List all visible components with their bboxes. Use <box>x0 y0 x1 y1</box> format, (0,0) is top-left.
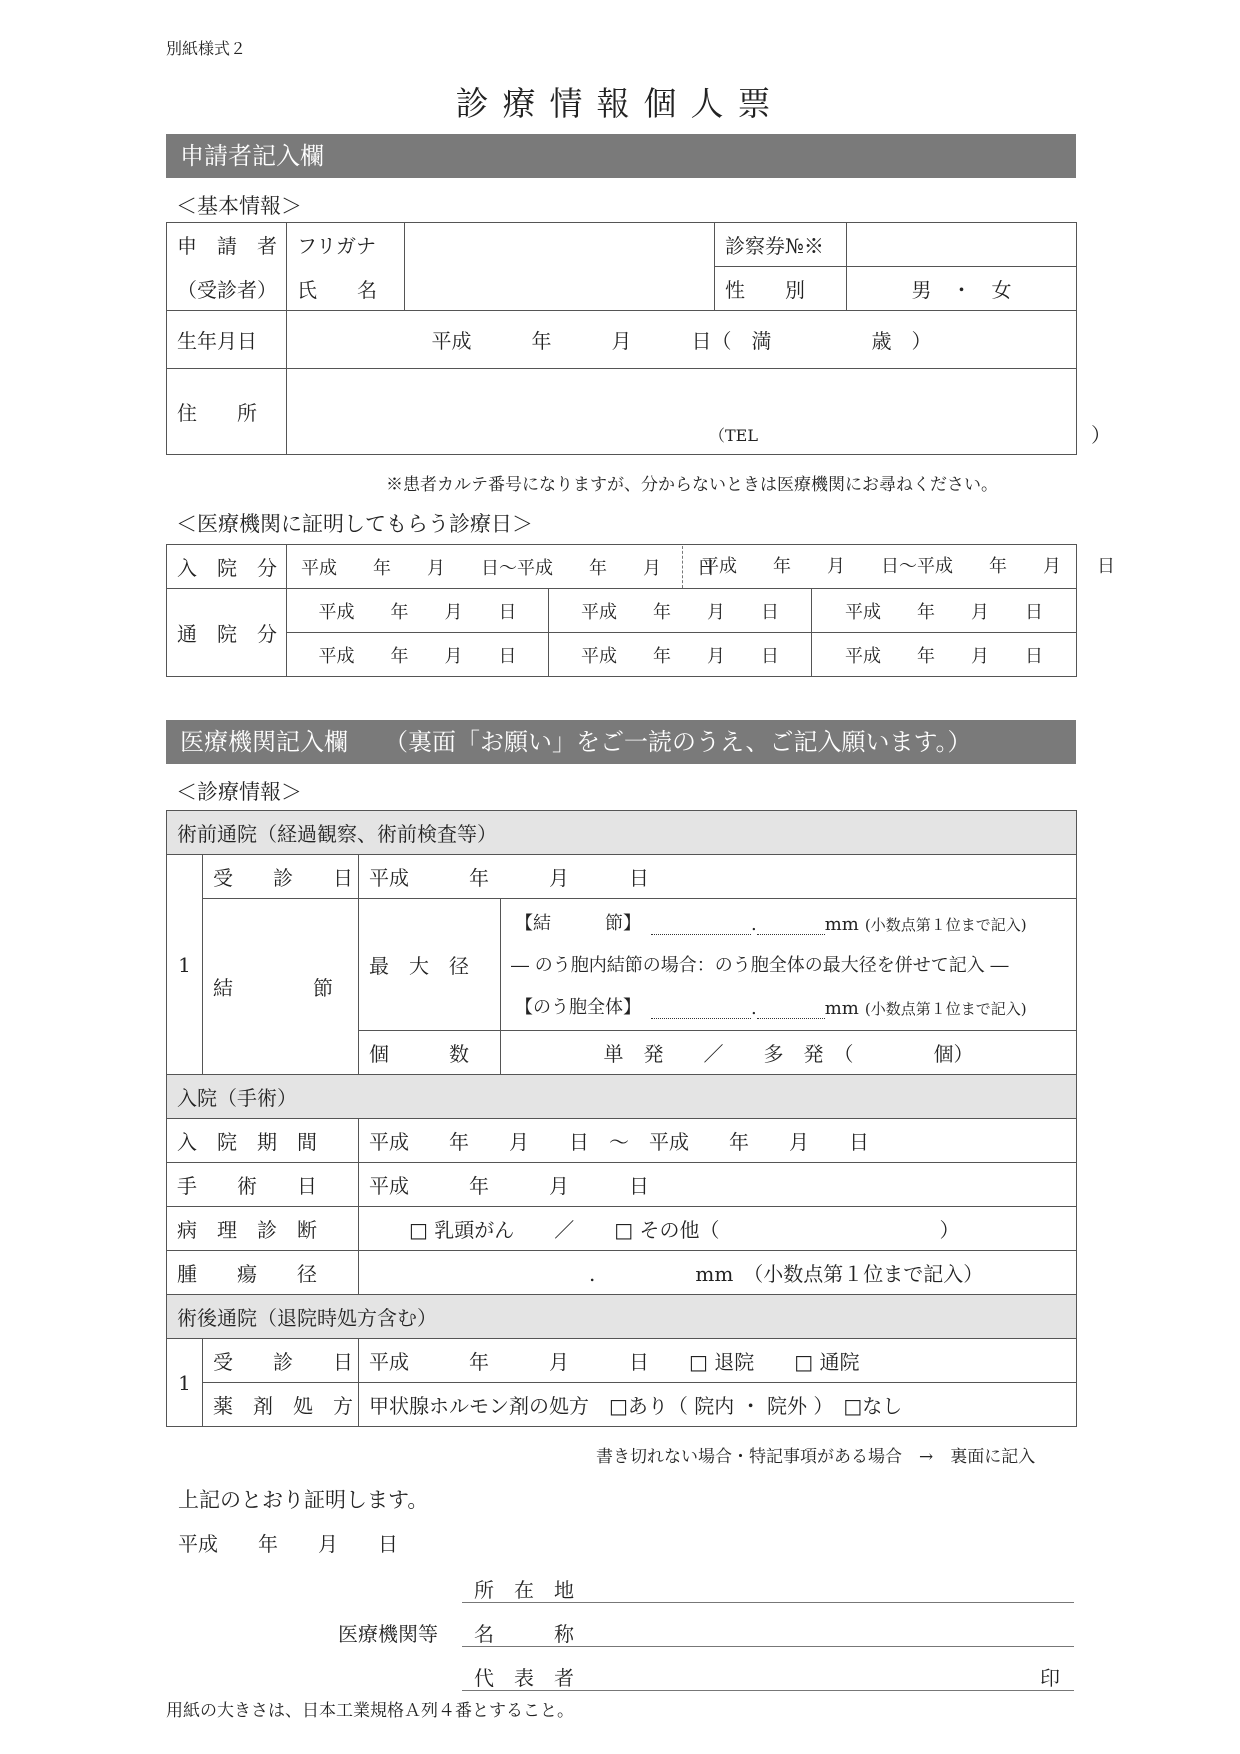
outpatient-date-3[interactable]: 平成 年 月 日 <box>812 589 1077 633</box>
cyst-decimal-note: (小数点第１位まで記入) <box>864 1000 1027 1018</box>
pathology-label: 病 理 診 断 <box>167 1207 359 1251</box>
nodule-dot: . <box>751 914 757 935</box>
institution-address-label: 所 在 地 <box>474 1578 574 1602</box>
postop-row-number: 1 <box>167 1339 203 1427</box>
tel-close: ） <box>1091 423 1111 447</box>
preop-row-number: 1 <box>167 855 203 1075</box>
tumor-input[interactable]: . mm （小数点第１位まで記入） <box>359 1251 1077 1295</box>
nodule-dec-input[interactable] <box>757 934 825 935</box>
outpatient-date-4[interactable]: 平成 年 月 日 <box>287 633 549 677</box>
medical-info-label: ＜診療情報＞ <box>176 780 302 804</box>
cyst-int-input[interactable] <box>651 1018 751 1019</box>
postop-visit-input[interactable]: 平成 年 月 日 □ 退院 □ 通院 <box>359 1339 1077 1383</box>
seal-mark: 印 <box>1040 1666 1060 1690</box>
dates-label: ＜医療機関に証明してもらう診療日＞ <box>176 512 533 536</box>
applicant-sub-label: （受診者） <box>167 267 287 311</box>
address-input[interactable] <box>287 369 1111 455</box>
name-input[interactable] <box>405 223 715 311</box>
outpatient-date-2[interactable]: 平成 年 月 日 <box>549 589 812 633</box>
inpatient-range-1[interactable]: 平成 年 月 日～平成 年 月 日 <box>301 557 715 579</box>
birth-input[interactable]: 平成 年 月 日（ 満 歳 ） <box>287 311 1077 369</box>
institution-name-line[interactable] <box>462 1646 1074 1647</box>
treatment-dates-table <box>166 544 1115 677</box>
back-note: 書き切れない場合・特記事項がある場合 → 裏面に記入 <box>596 1447 1036 1467</box>
sex-label: 性 別 <box>715 267 847 311</box>
footer-note: 用紙の大きさは、日本工業規格Ａ列４番とすること。 <box>166 1701 574 1721</box>
outpatient-label: 通 院 分 <box>167 589 287 677</box>
admission-period-input[interactable]: 平成 年 月 日 ～ 平成 年 月 日 <box>359 1119 1077 1163</box>
certification-statement: 上記のとおり証明します。 <box>178 1488 429 1512</box>
applicant-label: 申 請 者 <box>167 223 287 267</box>
certification-date[interactable]: 平成 年 月 日 <box>178 1532 398 1556</box>
outpatient-date-5[interactable]: 平成 年 月 日 <box>549 633 812 677</box>
address-label: 住 所 <box>167 369 287 455</box>
name-label: 氏 名 <box>287 267 405 311</box>
card-no-label: 診察券№※ <box>715 223 847 267</box>
nodule-int-input[interactable] <box>651 934 751 935</box>
cyst-size-row <box>515 993 1027 1019</box>
inpatient-label: 入 院 分 <box>167 545 287 589</box>
visit-date-label: 受 診 日 <box>203 855 359 899</box>
nodule-label: 結 節 <box>203 899 359 1075</box>
nodule-size-row <box>515 909 1027 935</box>
inpatient-range-2[interactable]: 平成 年 月 日～平成 年 月 日 <box>682 546 1075 588</box>
admission-header: 入院（手術） <box>167 1075 1077 1119</box>
nodule-mm: mm <box>824 914 859 935</box>
sex-select[interactable]: 男 ・ 女 <box>847 267 1077 311</box>
nodule-decimal-note: (小数点第１位まで記入) <box>864 916 1027 934</box>
tumor-label: 腫 瘍 径 <box>167 1251 359 1295</box>
prescription-label: 薬 剤 処 方 <box>203 1383 359 1427</box>
applicant-section-header: 申請者記入欄 <box>166 134 1076 178</box>
cyst-dec-input[interactable] <box>757 1018 825 1019</box>
surgery-date-input[interactable]: 平成 年 月 日 <box>359 1163 1077 1207</box>
count-label: 個 数 <box>359 1031 501 1075</box>
preop-header: 術前通院（経過観察、術前検査等） <box>167 811 1077 855</box>
prescription-input[interactable]: 甲状腺ホルモン剤の処方 □あり（ 院内 ・ 院外 ） □なし <box>359 1383 1077 1427</box>
outpatient-date-1[interactable]: 平成 年 月 日 <box>287 589 549 633</box>
postop-header: 術後通院（退院時処方含む） <box>167 1295 1077 1339</box>
basic-info-table <box>166 222 1111 455</box>
inpatient-dates[interactable] <box>287 545 1115 589</box>
count-input[interactable]: 単 発 ／ 多 発 （ 個） <box>501 1031 1077 1075</box>
tel-open: （TEL <box>709 426 758 445</box>
surgery-date-label: 手 術 日 <box>167 1163 359 1207</box>
cyst-note: ― のう胞内結節の場合：のう胞全体の最大径を併せて記入 ― <box>511 955 1009 976</box>
basic-info-label: ＜基本情報＞ <box>176 194 302 218</box>
nodule-bracket: 【結 節】 <box>515 913 641 934</box>
cyst-dot: . <box>751 998 757 1019</box>
admission-period-label: 入 院 期 間 <box>167 1119 359 1163</box>
outpatient-date-6[interactable]: 平成 年 月 日 <box>812 633 1077 677</box>
representative-line[interactable] <box>462 1690 1074 1691</box>
institution-address-line[interactable] <box>462 1602 1074 1603</box>
card-no-note: ※患者カルテ番号になりますが、分からないときは医療機関にお尋ねください。 <box>386 475 998 495</box>
representative-label: 代 表 者 <box>474 1666 574 1690</box>
max-diameter-cell <box>501 899 1077 1031</box>
max-diameter-label: 最 大 径 <box>359 899 501 1031</box>
card-no-input[interactable] <box>847 223 1077 267</box>
birth-label: 生年月日 <box>167 311 287 369</box>
form-code: 別紙様式２ <box>166 39 247 58</box>
institution-name-label: 名 称 <box>474 1622 574 1646</box>
pathology-checkboxes[interactable]: □ 乳頭がん ／ □ その他（ ） <box>359 1207 1077 1251</box>
furigana-label: フリガナ <box>287 223 405 267</box>
medical-info-table <box>166 810 1077 1427</box>
medical-section-header: 医療機関記入欄 （裏面「お願い」をご一読のうえ、ご記入願います。） <box>166 720 1076 764</box>
cyst-mm: mm <box>824 998 859 1019</box>
postop-visit-label: 受 診 日 <box>203 1339 359 1383</box>
cyst-bracket: 【のう胞全体】 <box>515 997 641 1018</box>
page-title: 診療情報個人票 <box>455 84 785 123</box>
institution-label: 医療機関等 <box>338 1622 438 1646</box>
visit-date-input[interactable]: 平成 年 月 日 <box>359 855 1077 899</box>
